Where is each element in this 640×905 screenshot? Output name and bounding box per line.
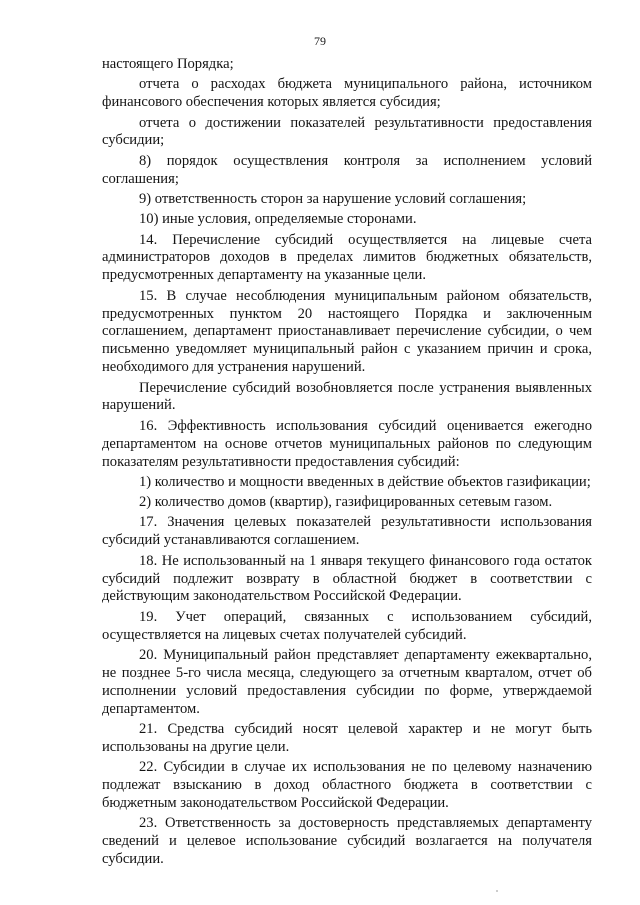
paragraph-section-19: 19. Учет операций, связанных с использованием субсидий, осуществляется на лицевых счетах получателей субсидий. (102, 608, 592, 643)
paragraph-indicators-report: отчета о достижении показателей результативности предоставления субсидии; (102, 114, 592, 149)
paragraph-indicator-2: 2) количество домов (квартир), газифицированных сетевым газом. (139, 494, 553, 511)
paragraph-section-17: 17. Значения целевых показателей результативности использования субсидий устанавливаются соглашением. (102, 514, 592, 549)
document-body (102, 56, 592, 871)
paragraph-section-23: 23. Ответственность за достоверность представляемых департаменту сведений и целевое использование субсидий возлагается на получателя субсидии. (102, 815, 592, 868)
paragraph-indicator-1: 1) количество и мощности введенных в действие объектов газификации; (139, 473, 591, 490)
paragraph-section-20: 20. Муниципальный район представляет департаменту ежеквартально, не позднее 5-го числа месяца, следующего за отчетным кварталом, отчет об исполнении условий предоставления субсидии по форме, утверждаемой департаментом. (102, 646, 592, 717)
paragraph-item-10: 10) иные условия, определяемые сторонами. (139, 211, 417, 228)
paragraph-section-22: 22. Субсидии в случае их использования не по целевому назначению подлежат взысканию в доход областного бюджета в соответствии с бюджетным законодательством Российской Федерации. (102, 759, 592, 811)
paragraph-expense-report: отчета о расходах бюджета муниципального района, источником финансового обеспечения которых является субсидия; (102, 76, 592, 111)
paragraph-item-9: 9) ответственность сторон за нарушение условий соглашения; (139, 190, 527, 207)
paragraph-continuation: настоящего Порядка; (102, 56, 234, 72)
paragraph-section-15: 15. В случае несоблюдения муниципальным районом обязательств, предусмотренных пунктом 20 настоящего Порядка и заключенным соглашением, департамент приостанавливает перечисление субсидии, о чем письменно уведомляет муниципальный район с указанием причин и срока, необходимого для устранения нарушений. (102, 287, 592, 376)
paragraph-item-8: 8) порядок осуществления контроля за исполнением условий соглашения; (102, 152, 592, 187)
paragraph-section-21: 21. Средства субсидий носят целевой характер и не могут быть использованы на другие цели. (102, 720, 592, 755)
paragraph-section-14: 14. Перечисление субсидий осуществляется на лицевые счета администраторов доходов в пределах лимитов бюджетных обязательств, предусмотренных департаменту на указанные цели. (102, 231, 592, 284)
paragraph-section-18: 18. Не использованный на 1 января текущего финансового года остаток субсидий подлежит возврату в областной бюджет в соответствии с действующим законодательством Российской Федерации. (102, 552, 592, 605)
paragraph-section-16: 16. Эффективность использования субсидий оценивается ежегодно департаментом на основе отчетов муниципальных районов по следующим показателям результативности предоставления субсидий: (102, 417, 592, 470)
paragraph-resumption: Перечисление субсидий возобновляется после устранения выявленных нарушений. (102, 379, 592, 414)
scan-speck (496, 890, 498, 892)
page-number: 79 (314, 34, 326, 48)
